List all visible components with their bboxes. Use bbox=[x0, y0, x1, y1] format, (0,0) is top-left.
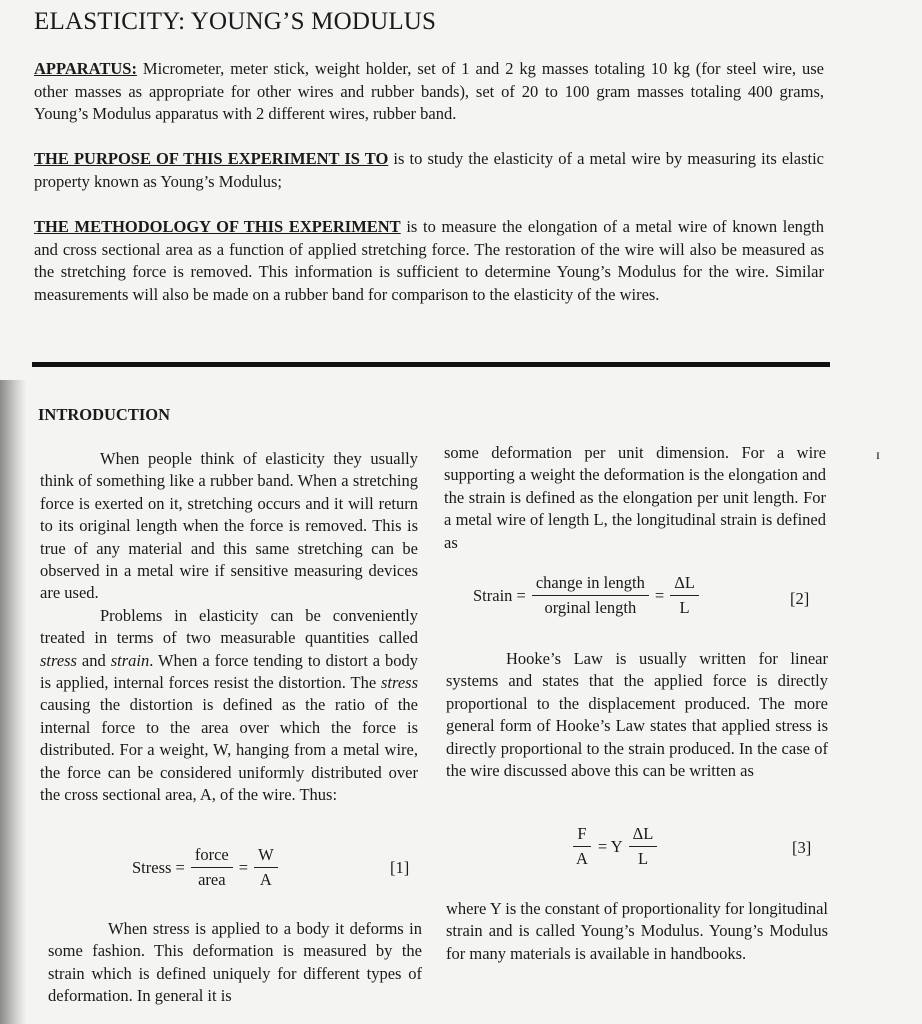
equation-1 bbox=[132, 845, 284, 890]
page-binding-shadow bbox=[0, 380, 26, 1024]
eq2-equals: = bbox=[654, 585, 665, 605]
equation-2 bbox=[473, 573, 705, 618]
eq2-den1: orginal length bbox=[544, 598, 637, 617]
right-column-bottom bbox=[446, 898, 828, 965]
eq1-number: [1] bbox=[390, 858, 410, 877]
introduction-heading: INTRODUCTION bbox=[38, 405, 171, 424]
methodology-paragraph bbox=[34, 216, 824, 306]
eq2-num2: ΔL bbox=[670, 573, 699, 596]
eq1-den1: area bbox=[198, 870, 226, 889]
intro-left-p3: When stress is applied to a body it deforms in some fashion. This deformation is measured by the strain which is defined uniquely for different types of deformation. In general it is bbox=[48, 919, 422, 1006]
eq2-fraction-2 bbox=[670, 573, 699, 618]
eq1-lhs: Stress = bbox=[132, 857, 185, 877]
purpose-paragraph bbox=[34, 148, 824, 193]
apparatus-paragraph bbox=[34, 58, 824, 126]
apparatus-label: APPARATUS: bbox=[34, 59, 137, 78]
right-column-top bbox=[444, 442, 826, 554]
intro-right-p3: where Y is the constant of proportionality for longitudinal strain and is called Young’s Modulus. Young’s Modulus for many materials is available in handbooks. bbox=[446, 899, 828, 963]
equation-3 bbox=[566, 824, 663, 869]
eq1-equals: = bbox=[238, 857, 249, 877]
eq1-den2: A bbox=[259, 870, 272, 889]
eq3-den1: A bbox=[576, 849, 588, 868]
apparatus-text: Micrometer, meter stick, weight holder, set of 1 and 2 kg masses totaling 10 kg (for steel wire, use other masses as appropriate for other wires and rubber bands), set of 20 to 100 gram masses totaling 400 grams, Young’s Modulus apparatus with 2 different wires, rubber band. bbox=[34, 59, 824, 123]
eq3-number: [3] bbox=[792, 838, 812, 857]
methodology-text: is to measure the elongation of a metal wire of known length and cross sectional area as a function of applied stretching force. The restoration of the wire will also be measured as the stretching force is removed. This information is sufficient to determine Young’s Modulus for the wire. Similar measurements will also be made on a rubber band for comparison to the elasticity of the wires. bbox=[34, 217, 825, 304]
purpose-label: THE PURPOSE OF THIS EXPERIMENT IS TO bbox=[34, 149, 389, 168]
eq3-fraction-2 bbox=[629, 824, 658, 869]
eq1-fraction-1 bbox=[191, 845, 233, 890]
eq3-num2: ΔL bbox=[629, 824, 658, 847]
eq2-lhs: Strain = bbox=[473, 585, 526, 605]
left-column-bottom bbox=[48, 918, 422, 1008]
eq1-num1: force bbox=[191, 845, 233, 868]
intro-right-p1: some deformation per unit dimension. For a wire supporting a weight the deformation is the elongation and the strain is defined as the elongation per unit length. For a metal wire of length L, the longitudinal strain is defined as bbox=[444, 443, 826, 552]
intro-left-p2: Problems in elasticity can be conveniently treated in terms of two measurable quantities called stress and strain. When a force tending to distort a body is applied, internal forces resist the distortion. The stress causing the distortion is defined as the ratio of the internal force to the area over which the force is distributed. For a weight, W, hanging from a metal wire, the force can be considered uniformly distributed over the cross sectional area, A, of the wire. Thus: bbox=[40, 605, 418, 805]
page-title: ELASTICITY: YOUNG’S MODULUS bbox=[34, 8, 437, 35]
eq2-num1: change in length bbox=[532, 573, 649, 596]
eq3-den2: L bbox=[637, 849, 649, 868]
eq1-fraction-2 bbox=[254, 845, 278, 890]
eq1-num2: W bbox=[254, 845, 278, 868]
eq3-fraction-1 bbox=[572, 824, 592, 869]
eq2-fraction-1 bbox=[532, 573, 649, 618]
intro-left-p1: When people think of elasticity they usually think of something like a rubber band. When a stretching force is exerted on it, stretching occurs and it will return to its original length when the force is removed. This is true of any material and this same stretching can be observed in a metal wire if sensitive measuring devices are used. bbox=[40, 449, 418, 603]
section-divider bbox=[32, 362, 830, 367]
methodology-label: THE METHODOLOGY OF THIS EXPERIMENT bbox=[34, 217, 401, 236]
eq2-number: [2] bbox=[790, 589, 810, 608]
eq3-num1: F bbox=[573, 824, 590, 847]
intro-right-p2: Hooke’s Law is usually written for linear systems and states that the applied force is directly proportional to the displacement produced. The more general form of Hooke’s Law states that applied stress is directly proportional to the strain produced. In the case of the wire discussed above this can be written as bbox=[446, 649, 828, 781]
eq3-mid: = Y bbox=[597, 836, 623, 856]
margin-mark: ɪ bbox=[876, 448, 880, 463]
eq2-den2: L bbox=[679, 598, 690, 617]
purpose-text: is to study the elasticity of a metal wire by measuring its elastic property known as Young’s Modulus; bbox=[34, 149, 824, 191]
right-column-middle bbox=[446, 648, 828, 782]
left-column-top bbox=[40, 448, 418, 807]
